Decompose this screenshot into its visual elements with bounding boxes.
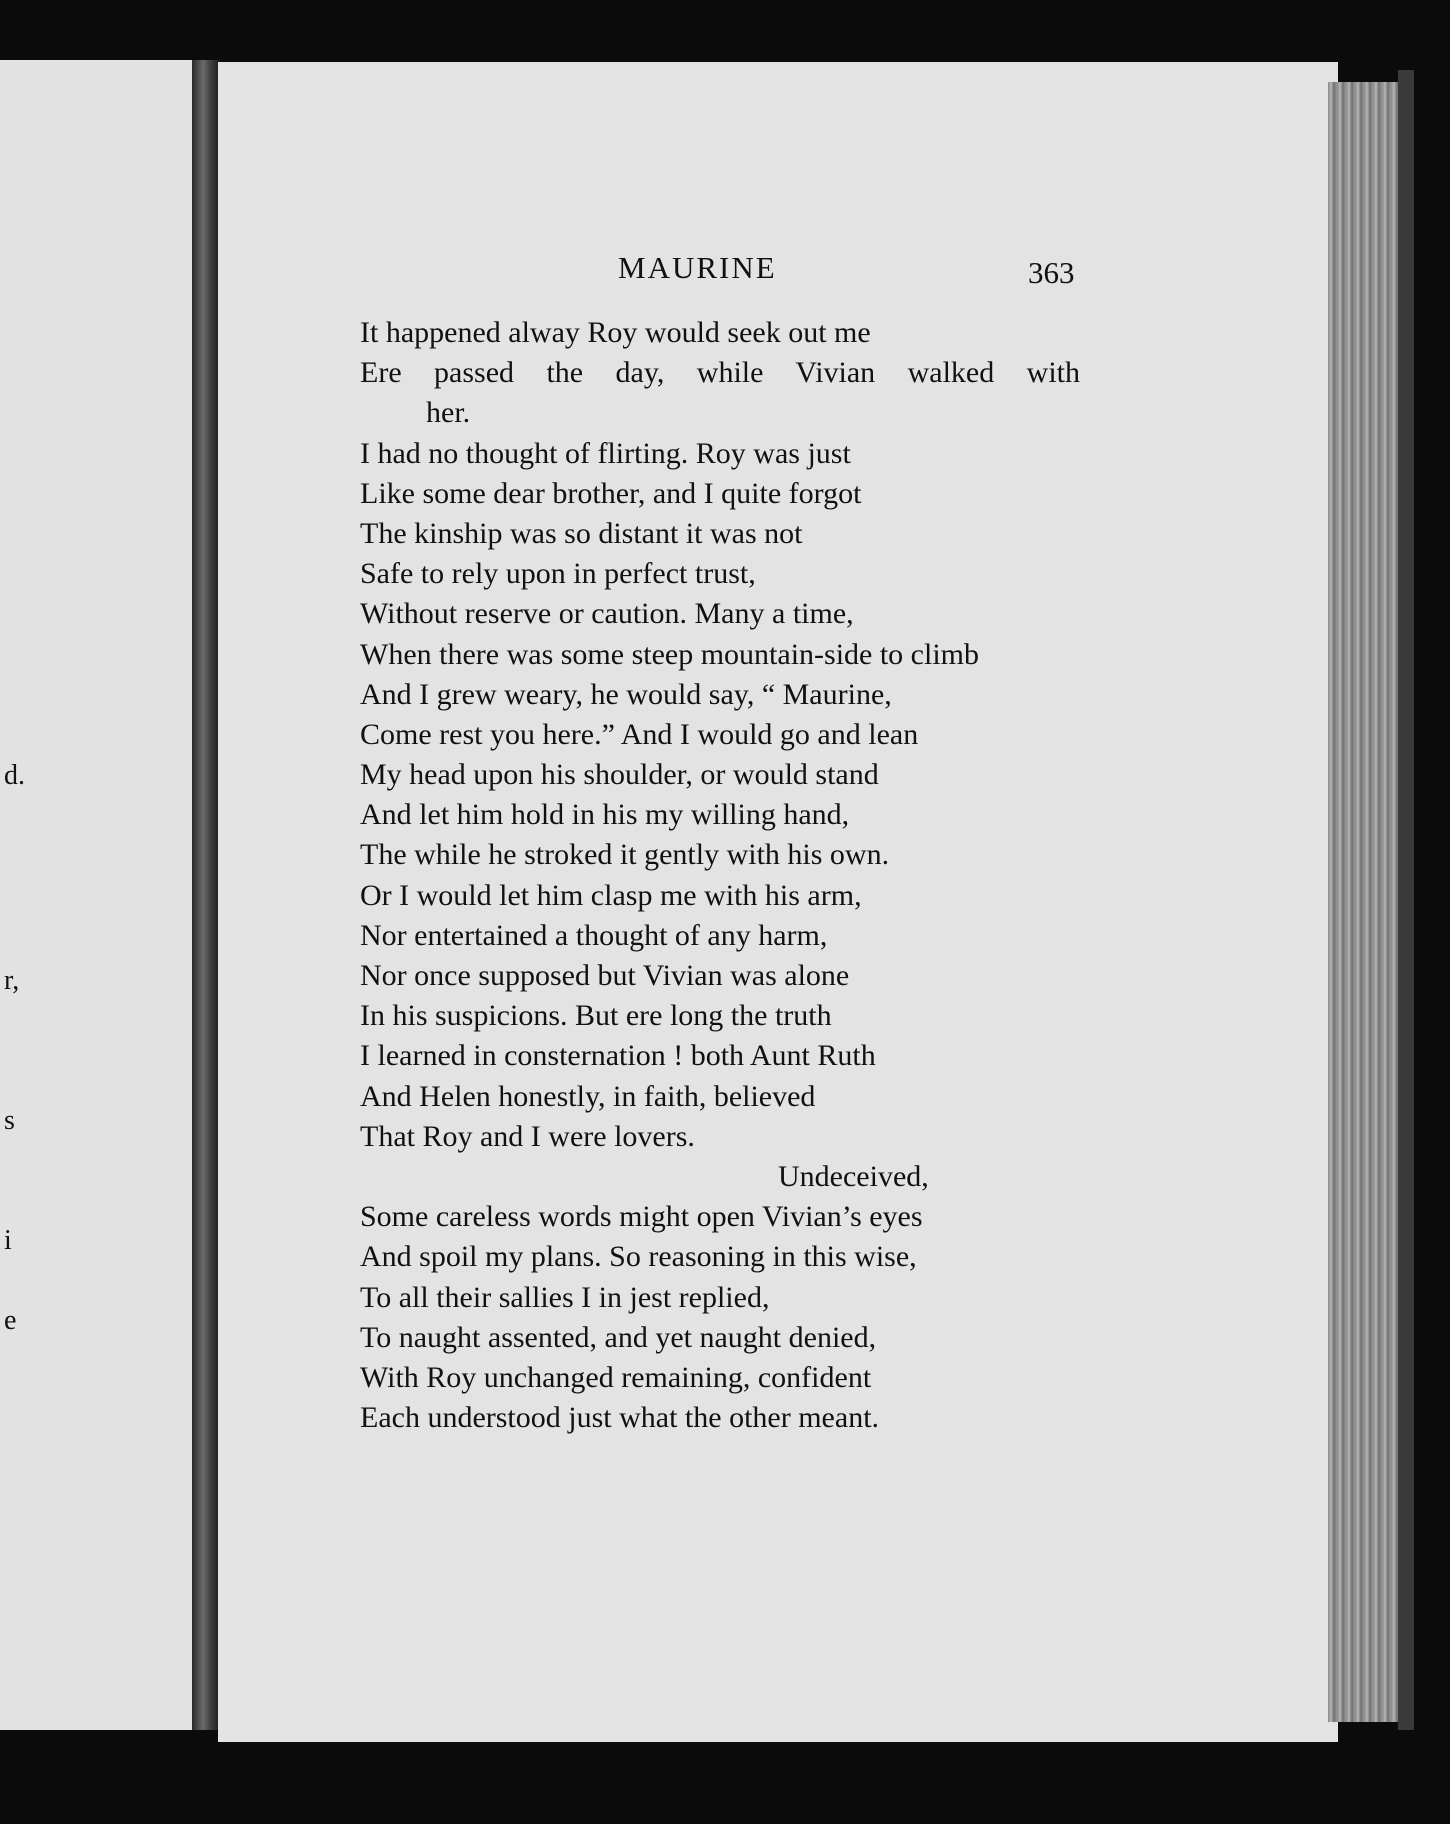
- poem-line: The kinship was so distant it was not: [360, 516, 803, 550]
- poem-line: To naught assented, and yet naught denied,: [360, 1320, 877, 1354]
- poem-line: Some careless words might open Vivian’s eyes: [360, 1200, 923, 1234]
- poem-line: And spoil my plans. So reasoning in this wise,: [360, 1240, 917, 1274]
- poem-line: Or I would let him clasp me with his arm,: [360, 878, 862, 912]
- poem-line: Each understood just what the other meant.: [360, 1401, 880, 1435]
- poem-line: With Roy unchanged remaining, confident: [360, 1360, 872, 1394]
- facing-page-left: [0, 60, 192, 1730]
- poem-line: Ere passed the day, while Vivian walked with: [360, 356, 1080, 390]
- book-cover-edge: [1398, 70, 1414, 1730]
- left-page-fragment: s: [4, 1105, 15, 1136]
- poem-line: And Helen honestly, in faith, believed: [360, 1079, 816, 1113]
- left-page-fragment: i: [4, 1225, 12, 1256]
- left-page-fragment: e: [4, 1305, 17, 1336]
- poem-line: Nor entertained a thought of any harm,: [360, 918, 828, 952]
- poem-line: To all their sallies I in jest replied,: [360, 1280, 770, 1314]
- left-page-fragment: d.: [4, 760, 25, 791]
- poem-line: Nor once supposed but Vivian was alone: [360, 959, 850, 992]
- poem-line: Safe to rely upon in perfect trust,: [360, 557, 756, 591]
- poem-line: It happened alway Roy would seek out me: [360, 316, 871, 349]
- poem-line: The while he stroked it gently with his own.: [360, 838, 890, 872]
- left-page-fragment: r,: [4, 965, 20, 996]
- poem-text: [360, 313, 1080, 1438]
- poem-line: In his suspicions. But ere long the truth: [360, 999, 832, 1033]
- poem-line: Like some dear brother, and I quite forgot: [360, 476, 862, 510]
- book-gutter: [192, 60, 220, 1730]
- poem-line: her.: [426, 396, 471, 430]
- poem-line: Without reserve or caution. Many a time,: [360, 597, 854, 631]
- poem-line: Undeceived,: [778, 1159, 929, 1193]
- poem-line: I had no thought of flirting. Roy was just: [360, 436, 851, 470]
- poem-line: That Roy and I were lovers.: [360, 1119, 695, 1153]
- page-block-edge: [1328, 82, 1398, 1722]
- poem-line: I learned in consternation ! both Aunt Ruth: [360, 1039, 876, 1073]
- poem-line: My head upon his shoulder, or would stand: [360, 758, 879, 792]
- poem-line: And let him hold in his my willing hand,: [360, 798, 850, 832]
- poem-line: When there was some steep mountain-side to climb: [360, 637, 979, 671]
- poem-line: And I grew weary, he would say, “ Maurine,: [360, 677, 892, 711]
- running-head: MAURINE: [618, 250, 777, 285]
- page-number: 363: [1028, 255, 1075, 290]
- poem-line: Come rest you here.” And I would go and lean: [360, 717, 919, 751]
